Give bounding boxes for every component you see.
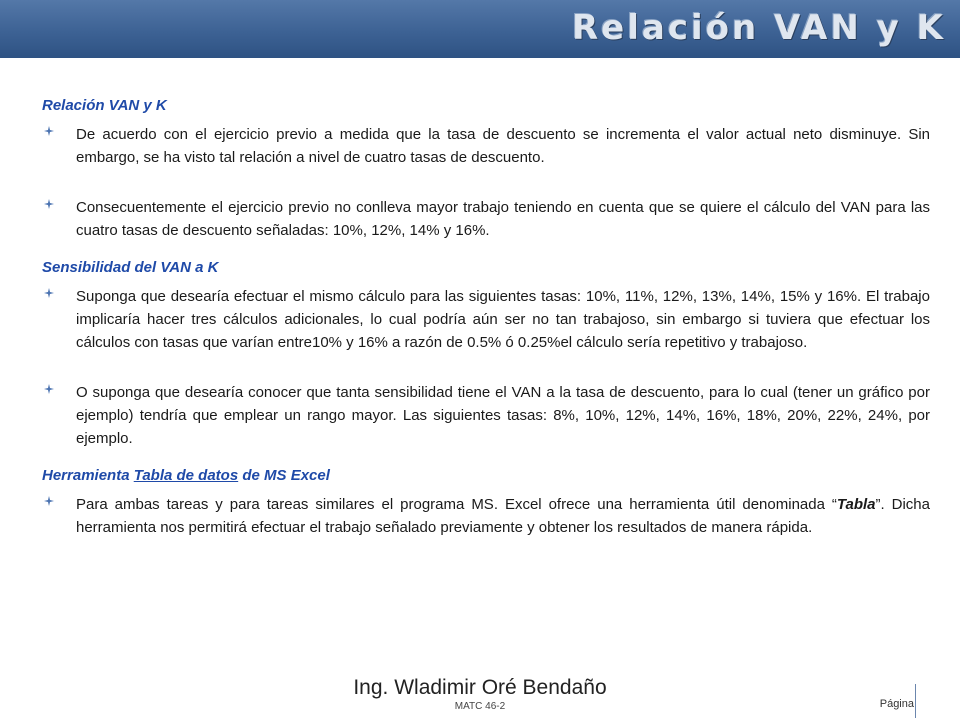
section-heading-sensibilidad: Sensibilidad del VAN a K (42, 259, 219, 276)
bullet-item (42, 123, 930, 169)
bullet-text: De acuerdo con el ejercicio previo a medida que la tasa de descuento se incrementa el valor actual neto disminuye. Sin embargo, se ha visto tal relación a nivel de cuatro tasas de descuento. (76, 126, 930, 166)
section-heading-relacion: Relación VAN y K (42, 97, 167, 114)
bullet-text-emphasis: Tabla (836, 496, 876, 513)
bullet-item (42, 381, 930, 450)
heading-suffix: de MS Excel (238, 467, 330, 484)
heading-prefix: Herramienta (42, 467, 134, 484)
slide-content (42, 96, 930, 566)
bullet-text: Consecuentemente el ejercicio previo no conlleva mayor trabajo teniendo en cuenta que se quiere el cálculo del VAN para las cuatro tasas de descuento señaladas: 10%, 12%, 14% y 16%. (76, 199, 930, 239)
bullet-diamond-icon (44, 126, 54, 136)
bullet-text-after: ”. Dicha herramienta nos permitirá efectuar el trabajo señalado previamente y obtener los resultados de manera rápida. (76, 496, 930, 536)
bullet-text: O suponga que desearía conocer que tanta sensibilidad tiene el VAN a la tasa de descuento, para lo cual (tener un gráfico por ejemplo) tendría que emplear un rango mayor. Las siguientes tasas: 8%, 10%, 12%, 14%, 16%, 18%, 20%, 22%, 24%, por ejemplo. (76, 384, 930, 447)
footer-code: MATC 46-2 (454, 701, 506, 712)
bullet-item (42, 285, 930, 354)
slide-title: Relación VAN y K (571, 8, 946, 48)
tabla-de-datos-link[interactable]: Tabla de datos (133, 467, 239, 484)
bullet-item (42, 196, 930, 242)
footer-divider (915, 684, 916, 718)
bullet-text: Suponga que desearía efectuar el mismo cálculo para las siguientes tasas: 10%, 11%, 12%, 13%, 14%, 15% y 16%. El trabajo implicaría hacer tres cálculos adicionales, lo cual podría aún ser no tan trabajoso, sin embargo si tuviera que efectuar los cálculos con tasas que varían entre10% y 16% a razón de 0.5% ó 0.25%el cálculo sería repetitivo y trabajoso. (76, 288, 930, 351)
bullet-diamond-icon (44, 384, 54, 394)
bullet-text (76, 493, 930, 539)
bullet-diamond-icon (44, 496, 54, 506)
title-bar (0, 0, 960, 58)
bullet-item (42, 493, 930, 539)
footer-author: Ing. Wladimir Oré Bendaño (353, 676, 607, 699)
section-heading-herramienta (42, 466, 930, 486)
bullet-diamond-icon (44, 288, 54, 298)
bullet-diamond-icon (44, 199, 54, 209)
footer-page-label: Página (879, 698, 914, 710)
bullet-text-before: Para ambas tareas y para tareas similares el programa MS. Excel ofrece una herramienta útil denominada “ (76, 496, 837, 513)
